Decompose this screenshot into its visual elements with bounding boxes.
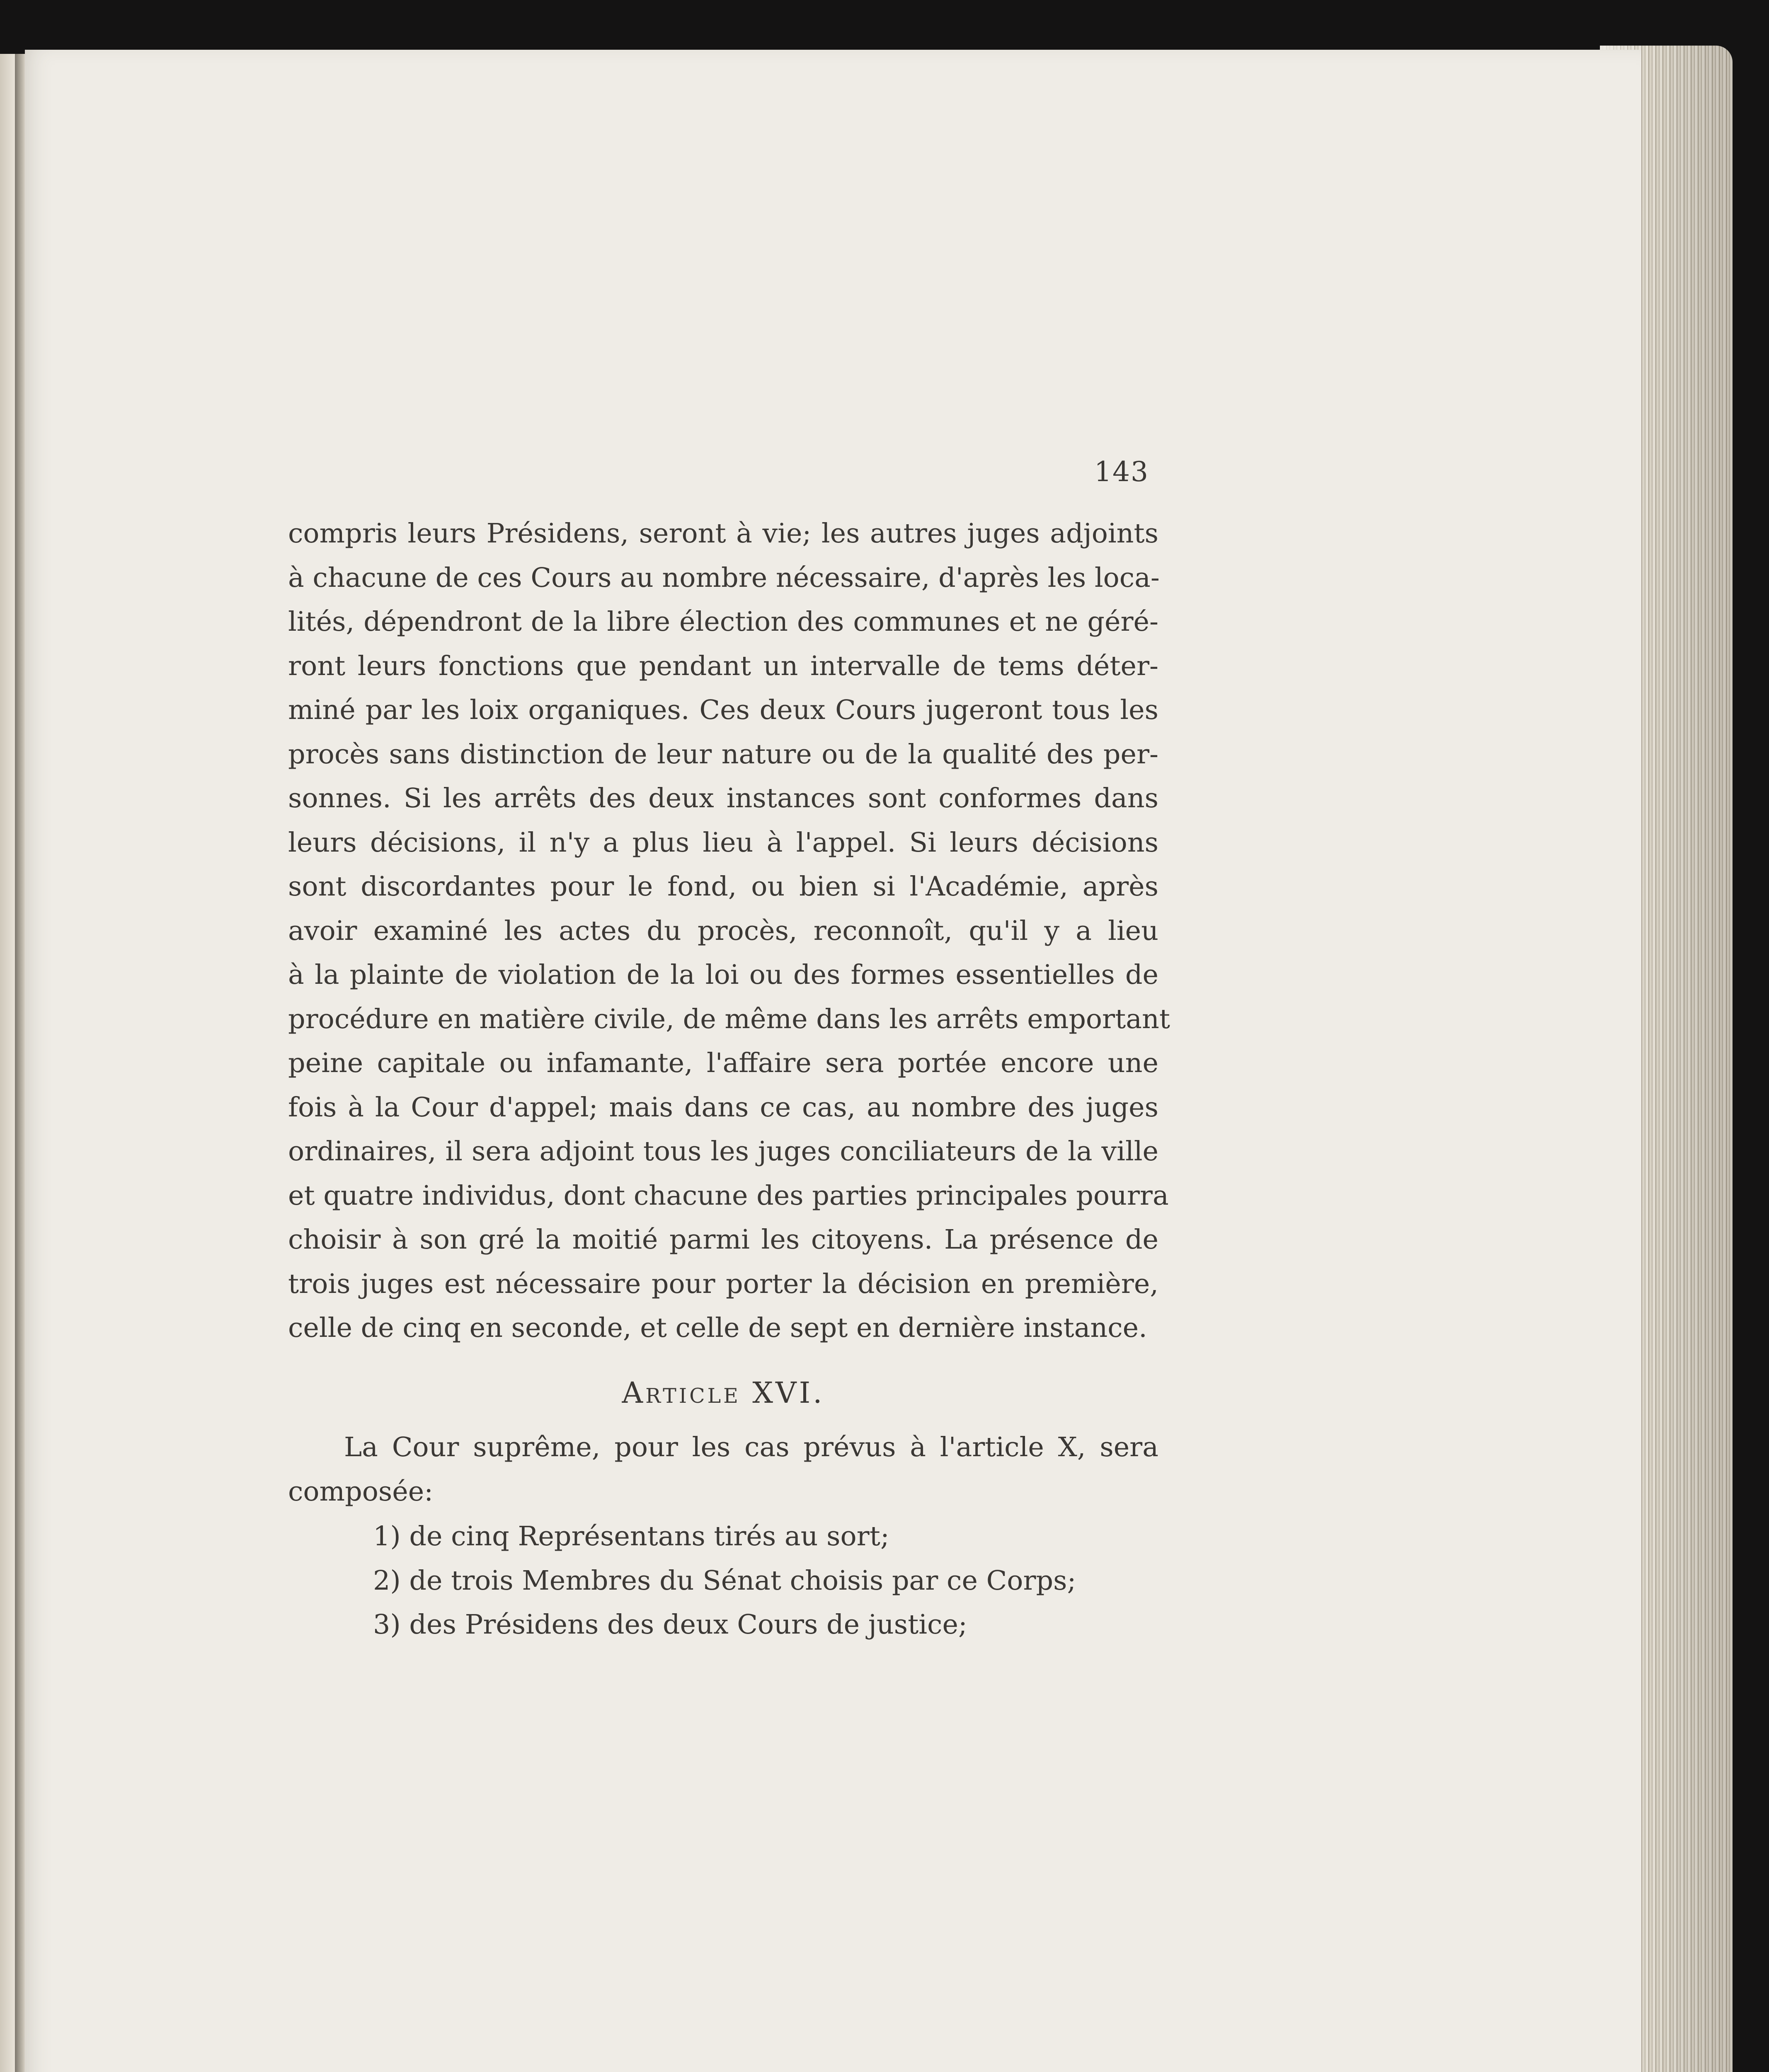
text-line: La Cour suprême, pour les cas prévus à l'article X, sera xyxy=(344,1432,1158,1463)
text-line: choisir à son gré la moitié parmi les citoyens. La présence de xyxy=(288,1224,1158,1255)
text-line: lités, dépendront de la libre élection des communes et ne géré- xyxy=(288,606,1158,637)
text-line: celle de cinq en seconde, et celle de sept en dernière instance. xyxy=(288,1312,1147,1343)
facing-page-edge xyxy=(0,54,17,2072)
text-line: fois à la Cour d'appel; mais dans ce cas, au nombre des juges xyxy=(288,1092,1158,1123)
text-line: composée: xyxy=(288,1476,434,1507)
text-line: sont discordantes pour le fond, ou bien si l'Académie, après xyxy=(288,871,1158,902)
text-line: avoir examiné les actes du procès, reconnoît, qu'il y a lieu xyxy=(288,915,1158,946)
text-line: à chacune de ces Cours au nombre nécessaire, d'après les loca- xyxy=(288,562,1160,593)
text-line: leurs décisions, il n'y a plus lieu à l'appel. Si leurs décisions xyxy=(288,827,1158,858)
page-number: 143 xyxy=(1094,456,1149,488)
list-item: 2) de trois Membres du Sénat choisis par ce Corps; xyxy=(373,1565,1076,1596)
text-line: et quatre individus, dont chacune des parties principales pourra xyxy=(288,1180,1169,1211)
text-line: peine capitale ou infamante, l'affaire sera portée encore une xyxy=(288,1048,1158,1079)
text-line: ront leurs fonctions que pendant un intervalle de tems déter- xyxy=(288,650,1158,682)
article-list xyxy=(373,1515,1161,1647)
article-intro xyxy=(288,1426,1158,1514)
list-item: 3) des Présidens des deux Cours de justice; xyxy=(373,1609,967,1640)
text-line: à la plainte de violation de la loi ou des formes essentielles de xyxy=(288,959,1158,990)
list-item: 1) de cinq Représentans tirés au sort; xyxy=(373,1521,889,1552)
text-line: ordinaires, il sera adjoint tous les juges conciliateurs de la ville xyxy=(288,1136,1158,1167)
text-line: sonnes. Si les arrêts des deux instances sont conformes dans xyxy=(288,783,1158,814)
article-heading: Article XVI. xyxy=(622,1376,825,1410)
text-line: procédure en matière civile, de même dans les arrêts emportant xyxy=(288,1003,1170,1035)
body-text xyxy=(288,512,1170,1351)
text-line: miné par les loix organiques. Ces deux Cours jugeront tous les xyxy=(288,695,1158,726)
text-line: compris leurs Présidens, seront à vie; les autres juges adjoints xyxy=(288,518,1158,549)
text-line: procès sans distinction de leur nature ou de la qualité des per- xyxy=(288,738,1158,770)
text-line: trois juges est nécessaire pour porter la décision en première, xyxy=(288,1268,1158,1300)
